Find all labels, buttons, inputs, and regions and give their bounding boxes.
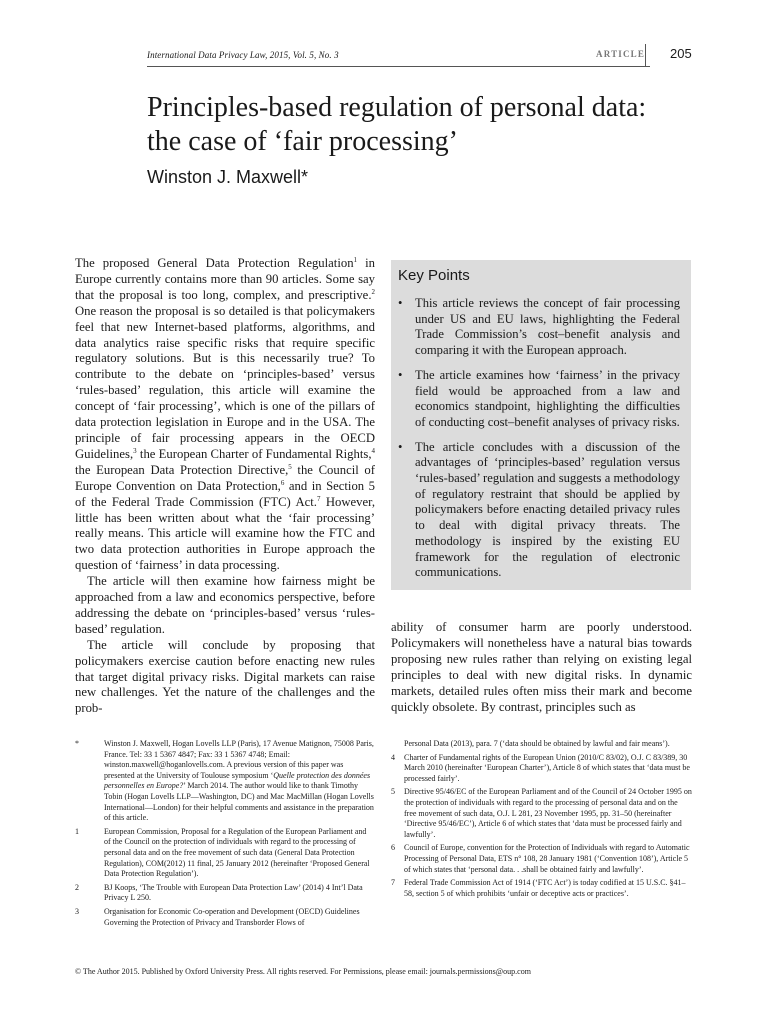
- body-paragraph: The article will conclude by proposing that policymakers exercise caution before enacting new rules that target digital privacy risks. Digital markets can raise new challenges. Yet the nature of the challenges and the prob-: [75, 637, 375, 716]
- body-paragraph: The proposed General Data Protection Regulation$^1$ in Europe currently contains more than 90 articles. Some say that the proposal is too long, complex, and prescriptive.$^2$ One reason the proposal is so detailed is that policymakers feel that new Internet-based platforms, algorithms, and data analytics raise specific risks that require specific regulatory solutions. But is this necessarily true? To contribute to the debate on ‘principles-based’ versus ‘rules-based’ regulation, this article will examine the concept of ‘fair processing’, which is one of the pillars of data protection legislation in Europe and in the USA. The principle of fair processing appears in the OECD Guidelines,$^3$ the European Charter of Fundamental Rights,$^4$ the European Data Protection Directive,$^5$ the Council of Europe Convention on Data Protection,$^6$ and in Section 5 of the Federal Trade Commission (FTC) Act.$^7$ However, little has been written about what the ‘fair processing’ really means. This article will examine how the FTC and two data protection authorities in Europe approach the question of ‘fairness’ in data processing.: [75, 255, 375, 573]
- body-column-right: [391, 620, 692, 715]
- key-points-title: Key Points: [398, 267, 470, 284]
- body-paragraph: The article will then examine how fairness might be approached from a law and economics perspective, before addressing the debate on ‘principles-based’ versus ‘rules-based’ regulation.: [75, 574, 375, 636]
- key-points-list: [397, 296, 680, 590]
- article-type-label: ARTICLE: [596, 49, 646, 59]
- page-number: 205: [670, 46, 692, 61]
- body-paragraph: ability of consumer harm are poorly understood. Policymakers will nonetheless have a natural bias towards proposing new rules rather than relying on existing legal principles to deal with new digital risks. In dynamic markets, detailed rules often miss their mark and become quickly obsolete. By contrast, principles such as: [391, 620, 692, 714]
- header-rule: [147, 66, 650, 67]
- footnote-ref[interactable]: 2: [371, 287, 375, 296]
- header-separator: [645, 44, 646, 66]
- key-point-item: • The article examines how ‘fairness’ in the privacy field would be approached from a law and economics standpoint, highlighting the difficulties of conducting cost–benefit analyses of privacy risks.: [398, 367, 680, 429]
- footnote-ref[interactable]: 4: [371, 446, 375, 455]
- footnote: 1 European Commission, Proposal for a Regulation of the European Parliament and of the Council on the protection of individuals with regard to the processing of personal data and on the free movement of such data (General Data Protection Regulation), COM(2012) 11 final, 25 January 2012 (hereinafter ‘Proposed General Data Protection Regulation’).: [75, 826, 370, 879]
- footnote-mark: 4: [391, 752, 395, 762]
- footnote-mark: 7: [391, 878, 395, 888]
- article-title: [147, 91, 667, 159]
- footnote: 7 Federal Trade Commission Act of 1914 (‘FTC Act’) is today codified at 15 U.S.C. §41–58, section 5 of which prohibits ‘unfair or deceptive acts or practices’.: [391, 878, 686, 898]
- footnote-mark: 1: [75, 826, 79, 836]
- footnotes-left: [75, 739, 375, 928]
- footnote: 3 Organisation for Economic Co-operation and Development (OECD) Guidelines Governing the Protection of Privacy and Transborder Flows of: [75, 906, 360, 927]
- footnote-mark: 5: [391, 787, 395, 797]
- copyright-notice: © The Author 2015. Published by Oxford University Press. All rights reserved. For Permissions, please email: journals.permissions@oup.com: [75, 967, 531, 976]
- footnote: 2 BJ Koops, ‘The Trouble with European Data Protection Law’ (2014) 4 Int’l Data Privacy L 250.: [75, 882, 363, 903]
- bullet-icon: •: [398, 296, 403, 310]
- title-line-2: the case of ‘fair processing’: [147, 126, 458, 157]
- footnote: 5 Directive 95/46/EC of the European Parliament and of the Council of 24 October 1995 on the protection of individuals with regard to the processing of personal data and on the free movement of such data, O.J. L 281, 23 November 1995, pp. 31–50 (hereinafter ‘Directive 95/46/EC’), Article 6 of which states that ‘data must be processed fairly and lawfully’.: [391, 787, 692, 839]
- footnote-mark: *: [75, 739, 79, 748]
- author-name: Winston J. Maxwell*: [147, 167, 309, 187]
- footnote-continuation: Personal Data (2013), para. 7 (‘data should be obtained by lawful and fair means’).: [404, 739, 670, 748]
- journal-citation: International Data Privacy Law, 2015, Vol. 5, No. 3: [147, 50, 339, 60]
- key-point-item: • This article reviews the concept of fair processing under US and EU laws, highlighting the Federal Trade Commission’s cost–benefit analysis and comparing it with the European approach.: [398, 296, 680, 358]
- footnotes-right: [391, 739, 692, 899]
- footnote-mark: 6: [391, 843, 395, 853]
- footnote-mark: 2: [75, 882, 79, 892]
- footnote-ref[interactable]: 5: [288, 462, 292, 471]
- footnote: 4 Charter of Fundamental rights of the European Union (2010/C 83/02), O.J. C 83/389, 30 March 2010 (hereinafter ‘European Charter’), Article 8 of which states that ‘data must be processed fairly’.: [391, 752, 690, 783]
- bullet-icon: •: [398, 439, 403, 454]
- footnote-ref[interactable]: 6: [280, 478, 285, 487]
- title-line-1: Principles-based regulation of personal data:: [147, 92, 647, 123]
- key-point-item: • The article concludes with a discussion of the advantages of ‘principles-based’ regulation versus ‘rules-based’ regulation and suggests a methodology of regulatory restraint that should be applied by policymakers before enacting detailed privacy rules to deal with digital privacy threats. The methodology is inspired by the existing EU framework for the regulation of electronic communications.: [398, 439, 680, 580]
- footnote: * Winston J. Maxwell, Hogan Lovells LLP (Paris), 17 Avenue Matignon, 75008 Paris, France. Tel: 33 1 5367 4847; Fax: 33 1 5367 4748; Email: winston.maxwell@hoganlovells.com. A previous version of this paper was presented at the University of Toulouse symposium ‘Quelle protection des données personnelles en Europe?’ March 2014. The author would like to thank Timothy Tobin (Hogan Lovells LLP—Washington, DC) and Mac MacMillan (Hogan Lovells International—London) for their helpful comments and assistance in the preparation of this article.: [75, 739, 374, 823]
- footnote-ref[interactable]: 7: [316, 494, 321, 503]
- bullet-icon: •: [398, 367, 403, 382]
- footnote-ref[interactable]: 1: [353, 255, 358, 264]
- footnote-ref[interactable]: 3: [133, 446, 137, 455]
- footnote: 6 Council of Europe, convention for the Protection of Individuals with regard to Automatic Processing of Personal Data, ETS n° 108, 28 January 1981 (‘Convention 108’), Article 5 of which states that ‘personal data. . .shall be obtained fairly and lawfully’.: [391, 843, 690, 874]
- footnote-mark: 3: [75, 906, 79, 916]
- body-column-left: [75, 256, 375, 717]
